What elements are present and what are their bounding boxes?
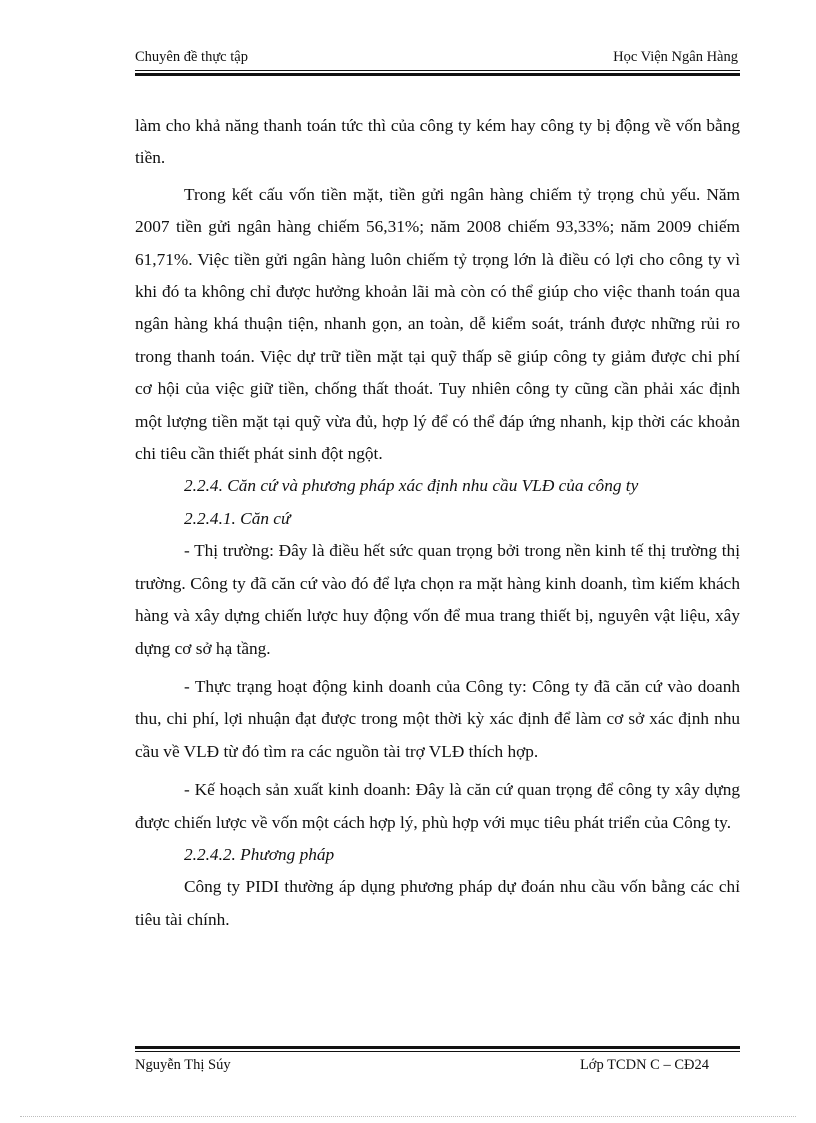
footer-rule-thin <box>135 1051 740 1052</box>
page-boundary <box>20 1116 796 1117</box>
footer-class: Lớp TCDN C – CĐ24 <box>579 1057 709 1073</box>
paragraph-market: - Thị trường: Đây là điều hết sức quan trọng bởi trong nền kinh tế thị trường thị trường. Công ty đã căn cứ vào đó để lựa chọn ra mặt hàng kinh doanh, tìm kiếm khách hàng và xây dựng chiến lược huy động vốn để mua trang thiết bị, nguyên vật liệu, xây dựng cơ sở hạ tầng. <box>135 541 740 658</box>
header-rule-thin <box>135 70 740 71</box>
subsection-heading-2-2-4-1: 2.2.4.1. Căn cứ <box>184 508 291 528</box>
header-document-type: Chuyên đề thực tập <box>135 49 248 65</box>
body-text <box>135 110 740 936</box>
footer-rule-thick <box>135 1046 740 1049</box>
section-heading-2-2-4: 2.2.4. Căn cứ và phương pháp xác định nhu cầu VLĐ của công ty <box>184 476 639 496</box>
paragraph-business-status: - Thực trạng hoạt động kinh doanh của Công ty: Công ty đã căn cứ vào doanh thu, chi phí, lợi nhuận đạt được trong một thời kỳ xác định để làm cơ sở xác định nhu cầu về VLĐ từ đó tìm ra các nguồn tài trợ VLĐ thích hợp. <box>135 676 740 761</box>
paragraph-business-plan: - Kế hoạch sản xuất kinh doanh: Đây là căn cứ quan trọng để công ty xây dựng được chiến lược về vốn một cách hợp lý, phù hợp với mục tiêu phát triển của Công ty. <box>135 780 740 832</box>
paragraph-continuation: làm cho khả năng thanh toán tức thì của công ty kém hay công ty bị động về vốn bằng tiền. <box>135 116 740 168</box>
page-footer <box>135 1057 738 1077</box>
header-institution: Học Viện Ngân Hàng <box>613 49 738 65</box>
page-header <box>135 49 738 69</box>
header-rule-thick <box>135 73 740 76</box>
paragraph-method: Công ty PIDI thường áp dụng phương pháp dự đoán nhu cầu vốn bằng các chỉ tiêu tài chính. <box>135 877 740 929</box>
subsection-heading-2-2-4-2: 2.2.4.2. Phương pháp <box>184 844 335 864</box>
paragraph-cash-structure: Trong kết cấu vốn tiền mặt, tiền gửi ngân hàng chiếm tỷ trọng chủ yếu. Năm 2007 tiền gửi ngân hàng chiếm 56,31%; năm 2008 chiếm 93,33%; năm 2009 chiếm 61,71%. Việc tiền gửi ngân hàng luôn chiếm tỷ trọng lớn là điều có lợi cho công ty vì khi đó ta không chỉ được hưởng khoản lãi mà còn có thể giúp cho việc thanh toán qua ngân hàng khá thuận tiện, nhanh gọn, an toàn, dễ kiểm soát, tránh được những rủi ro trong thanh toán. Việc dự trữ tiền mặt tại quỹ thấp sẽ giúp công ty giảm được chi phí cơ hội của việc giữ tiền, chống thất thoát. Tuy nhiên công ty cũng cần phải xác định một lượng tiền mặt tại quỹ vừa đủ, hợp lý để có thể đáp ứng nhanh, kịp thời các khoản chi tiêu cần thiết phát sinh đột ngột. <box>135 184 740 464</box>
footer-author: Nguyễn Thị Súy <box>135 1057 231 1073</box>
